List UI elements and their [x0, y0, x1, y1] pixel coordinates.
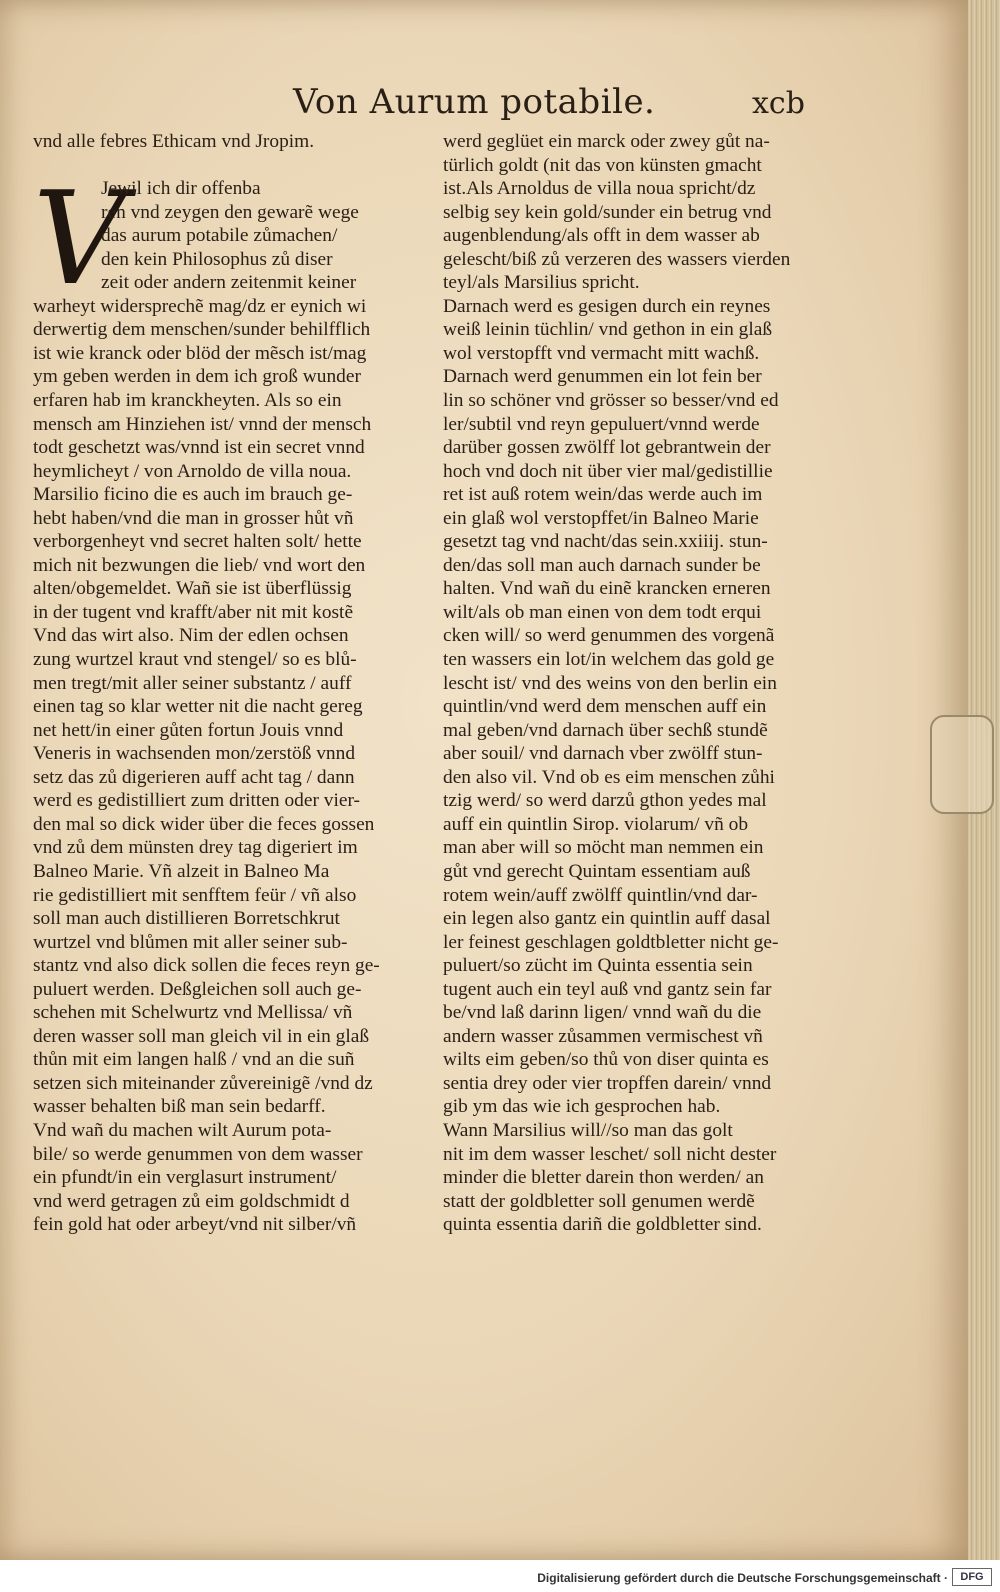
decorated-initial-icon: V: [33, 165, 126, 314]
text-line: Balneo Marie. Vñ alzeit in Balneo Ma: [33, 860, 330, 882]
text-line: aber souil/ vnd darnach vber zwölff stun-: [443, 743, 763, 765]
text-line: quinta essentia dariñ die goldbletter sind.: [443, 1214, 762, 1236]
text-line: sentia drey oder vier tropffen darein/ vnnd: [443, 1072, 772, 1094]
text-line: Darnach werd es gesigen durch ein reynes: [443, 295, 771, 317]
text-line: setz das zů digerieren auff acht tag / dann: [33, 766, 355, 788]
text-line: minder die bletter darein thon werden/ an: [443, 1167, 764, 1189]
text-line: statt der goldbletter soll genumen werdẽ: [443, 1190, 755, 1212]
text-line: heymlicheyt / von Arnoldo de villa noua.: [33, 460, 352, 482]
text-line: rotem wein/auff zwölff quintlin/vnd dar-: [443, 884, 758, 906]
text-line: net hett/in einer gůten fortun Jouis vnnd: [33, 719, 344, 741]
text-line: wilt/als ob man einen von dem todt erqui: [443, 601, 762, 623]
page-tab-mark: [930, 715, 994, 814]
text-line: ler feinest geschlagen goldtbletter nicht ge-: [443, 931, 779, 953]
text-line: derwertig dem menschen/sunder behilfflich: [33, 319, 371, 341]
text-line: zeit oder andern zeitenmit keiner: [101, 272, 357, 294]
text-line: teyl/als Marsilius spricht.: [443, 272, 640, 294]
text-line: nit im dem wasser leschet/ soll nicht dester: [443, 1143, 777, 1165]
text-line: ein pfundt/in ein verglasurt instrument/: [33, 1167, 337, 1189]
text-line: vnd alle febres Ethicam vnd Jropim.: [33, 131, 315, 152]
text-line: tugent auch ein teyl auß vnd gantz sein far: [443, 978, 772, 1000]
text-line: vnd zů dem münsten drey tag digeriert im: [33, 837, 358, 859]
text-line: man aber will so möcht man nemmen ein: [443, 837, 764, 859]
text-line: ten wassers ein lot/in welchem das gold ge: [443, 649, 775, 671]
text-line: ret ist auß rotem wein/das werde auch im: [443, 484, 763, 506]
text-line: ren vnd zeygen den gewarẽ wege: [101, 201, 359, 223]
right-text-column: [443, 130, 838, 1237]
text-line: Vnd wañ du machen wilt Aurum pota-: [33, 1119, 332, 1141]
text-line: gelescht/biß zů verzeren des wassers vierden: [443, 248, 791, 270]
text-line: mensch am Hinziehen ist/ vnnd der mensch: [33, 413, 372, 435]
text-line: [33, 154, 428, 178]
text-line: den mal so dick wider über die feces gossen: [33, 813, 375, 835]
text-line: Wann Marsilius will//so man das golt: [443, 1119, 733, 1141]
text-line: wasser behalten biß man sein bedarff.: [33, 1096, 326, 1118]
text-line: lescht ist/ vnd des weins von den berlin ein: [443, 672, 777, 694]
text-line: Darnach werd genummen ein lot fein ber: [443, 366, 762, 388]
text-line: lin so schöner vnd grösser so besser/vnd ed: [443, 390, 779, 412]
text-line: ein legen also gantz ein quintlin auff dasal: [443, 908, 771, 930]
text-line: warheyt widersprechẽ mag/dz er eynich wi: [33, 295, 367, 317]
text-line: augenblendung/als offt in dem wasser ab: [443, 225, 760, 247]
text-line: ist.Als Arnoldus de villa noua spricht/dz: [443, 178, 756, 200]
text-line: selbig sey kein gold/sunder ein betrug vnd: [443, 201, 772, 223]
text-line: ler/subtil vnd reyn gepuluert/vnnd werde: [443, 413, 760, 435]
text-line: cken will/ so werd genummen des vorgenã: [443, 625, 775, 647]
text-line: ym geben werden in dem ich groß wunder: [33, 366, 361, 388]
text-line: fein gold hat oder arbeyt/vnd nit silber/vñ: [33, 1214, 357, 1236]
text-line: deren wasser soll man gleich vil in ein glaß: [33, 1025, 370, 1047]
text-line: Veneris in wachsenden mon/zerstöß vnnd: [33, 743, 356, 765]
footer-credit: Digitalisierung gefördert durch die Deutsche Forschungsgemeinschaft ·: [537, 1571, 948, 1585]
text-line: puluert werden. Deßgleichen soll auch ge-: [33, 978, 362, 1000]
text-line: rie gedistilliert mit senfftem feür / vñ also: [33, 884, 357, 906]
text-line: gesetzt tag vnd nacht/das sein.xxiiij. stun-: [443, 531, 768, 553]
dfg-logo-icon: DFG: [952, 1568, 992, 1586]
text-line: gib ym das wie ich gesprochen hab.: [443, 1096, 721, 1118]
text-line: verborgenheyt vnd secret halten solt/ hette: [33, 531, 362, 553]
text-line: einen tag so klar wetter nit die nacht gereg: [33, 696, 363, 718]
text-line: werd es gedistilliert zum dritten oder vier-: [33, 790, 360, 812]
text-line: be/vnd laß darinn ligen/ vnnd wañ du die: [443, 1002, 762, 1024]
text-line: Vnd das wirt also. Nim der edlen ochsen: [33, 625, 349, 647]
text-line: zung wurtzel kraut vnd stengel/ so es blů-: [33, 649, 357, 671]
text-line: halten. Vnd wañ du einẽ krancken erneren: [443, 578, 771, 600]
text-line: andern wasser zůsammen vermischest vñ: [443, 1025, 763, 1047]
text-line: in der tugent vnd krafft/aber nit mit kostẽ: [33, 601, 354, 623]
text-line: schehen mit Schelwurtz vnd Mellissa/ vñ: [33, 1002, 353, 1024]
text-line: wol verstopfft vnd vermacht mitt wachß.: [443, 342, 760, 364]
text-line: erfaren hab im kranckheyten. Als so ein: [33, 390, 342, 412]
text-line: men tregt/mit aller seiner substantz / auff: [33, 672, 352, 694]
text-line: quintlin/vnd werd dem menschen auff ein: [443, 696, 767, 718]
text-line: tzig werd/ so werd darzů gthon yedes mal: [443, 790, 767, 812]
text-line: darüber gossen zwölff lot gebrantwein der: [443, 437, 771, 459]
text-line: hebt haben/vnd die man in grosser hůt vñ: [33, 507, 354, 529]
running-head: Von Aurum potabile.: [293, 82, 656, 122]
text-line: puluert/so zücht im Quinta essentia sein: [443, 955, 753, 977]
text-line: türlich goldt (nit das von künsten gmacht: [443, 154, 762, 176]
text-line: werd geglüet ein marck oder zwey gůt na-: [443, 131, 770, 152]
text-line: mich nit bezwungen die lieb/ vnd wort den: [33, 554, 366, 576]
text-line: stantz vnd also dick sollen die feces reyn ge-: [33, 955, 380, 977]
text-line: das aurum potabile zůmachen/: [101, 225, 338, 247]
text-line: gůt vnd gerecht Quintam essentiam auß: [443, 860, 751, 882]
text-line: soll man auch distillieren Borretschkrut: [33, 908, 340, 930]
text-line: bile/ so werde genummen von dem wasser: [33, 1143, 363, 1165]
folio-number: xcb: [752, 86, 805, 121]
text-line: ein glaß wol verstopffet/in Balneo Marie: [443, 507, 759, 529]
text-line: alten/obgemeldet. Wañ sie ist überflüssig: [33, 578, 352, 600]
text-line: Jewil ich dir offenba: [101, 178, 261, 200]
text-line: mal geben/vnd darnach über sechß stundẽ: [443, 719, 768, 741]
text-line: vnd werd getragen zů eim goldschmidt d: [33, 1190, 350, 1212]
text-line: auff ein quintlin Sirop. violarum/ vñ ob: [443, 813, 749, 835]
left-text-column: [33, 130, 428, 1237]
text-line: thůn mit eim langen halß / vnd an die suñ: [33, 1049, 355, 1071]
text-line: todt geschetzt was/vnnd ist ein secret vnnd: [33, 437, 365, 459]
text-line: den kein Philosophus zů diser: [101, 248, 333, 270]
text-line: Marsilio ficino die es auch im brauch ge-: [33, 484, 353, 506]
text-line: setzen sich miteinander zůvereinigẽ /vnd dz: [33, 1072, 373, 1094]
text-line: ist wie kranck oder blöd der mẽsch ist/mag: [33, 342, 367, 364]
text-line: den/das soll man auch darnach sunder be: [443, 554, 761, 576]
text-line: hoch vnd doch nit über vier mal/gedistillie: [443, 460, 773, 482]
text-line: wurtzel vnd blůmen mit aller seiner sub-: [33, 931, 348, 953]
text-line: wilts eim geben/so thů von diser quinta es: [443, 1049, 769, 1071]
text-line: weiß leinin tüchlin/ vnd gethon in ein glaß: [443, 319, 773, 341]
text-line: den also vil. Vnd ob es eim menschen zůhi: [443, 766, 775, 788]
